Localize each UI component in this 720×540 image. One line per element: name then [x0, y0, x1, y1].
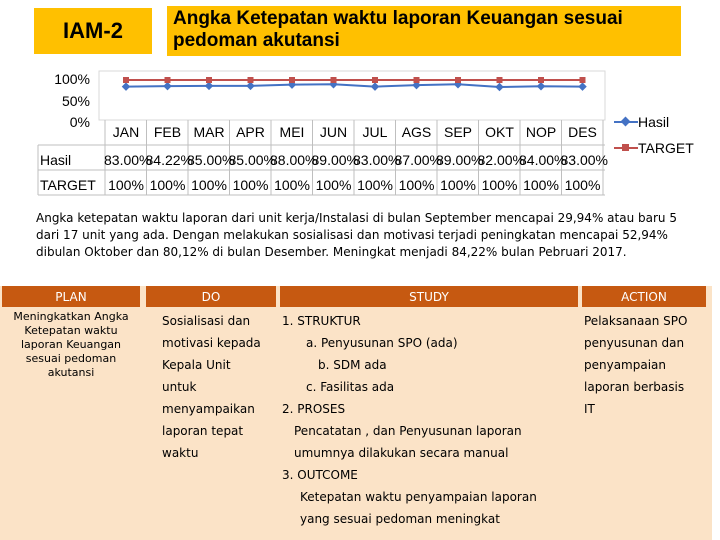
data-label-target: 100%: [108, 177, 144, 193]
pdca-line: waktu: [162, 446, 199, 460]
data-label-target: 100%: [232, 177, 269, 193]
data-label-target: 100%: [523, 177, 559, 193]
pdca-line: penyusunan dan: [584, 336, 685, 350]
data-point-target: [331, 77, 337, 83]
x-tick-label: JUL: [362, 124, 388, 140]
pdca-line: motivasi kepada: [162, 336, 261, 350]
data-point-target: [248, 77, 254, 83]
pdca-line: untuk: [162, 380, 197, 394]
summary-paragraph: Angka ketepatan waktu laporan dari unit kerja/Instalasi di bulan September mencapai 29,94% atau baru 5 dari 17 unit yang ada. Dengan melakukan sosialisasi dan motivasi terjadi peningkatan mencapai 52,94% dibulan Oktober dan 80,12% di bulan Desember. Meningkat menjadi 84,22% bulan Pebruari 2017.: [36, 211, 677, 259]
pdca-line: Pencatatan , dan Penyusunan laporan: [294, 424, 522, 438]
data-label-target: 100%: [315, 177, 352, 193]
data-label-hasil: 88.00%: [270, 152, 318, 168]
pdca-line: b. SDM ada: [318, 358, 387, 372]
pdca-line: a. Penyusunan SPO (ada): [306, 336, 458, 350]
legend-target-marker: [622, 144, 629, 151]
x-tick-label: SEP: [443, 124, 472, 140]
x-tick-label: FEB: [153, 124, 182, 140]
pdca-line: 3. OUTCOME: [282, 468, 358, 482]
data-label-hasil: 83.00%: [104, 152, 152, 168]
data-point-hasil: [122, 82, 130, 90]
data-label-hasil: 89.00%: [436, 152, 484, 168]
pdca-line: yang sesuai pedoman meningkat: [300, 512, 500, 526]
data-label-hasil: 83.00%: [353, 152, 401, 168]
series-line-hasil: [126, 84, 583, 87]
data-label-target: 100%: [481, 177, 518, 193]
y-tick-label: 0%: [69, 114, 90, 130]
data-point-hasil: [578, 82, 586, 90]
data-label-hasil: 85.00%: [187, 152, 235, 168]
data-label-hasil: 89.00%: [311, 152, 359, 168]
x-tick-label: JUN: [319, 124, 348, 140]
pdca-header-do: DO: [146, 286, 276, 307]
chart-title: Angka Ketepatan waktu laporan Keuangan sesuai pedoman akutansi: [167, 6, 681, 56]
pdca-line: penyampaian: [584, 358, 667, 372]
data-label-hasil: 85.00%: [228, 152, 276, 168]
data-label-hasil: 84.22%: [145, 152, 193, 168]
legend-target-label: TARGET: [638, 140, 694, 156]
pdca-action-column: [584, 310, 706, 420]
data-point-target: [414, 77, 420, 83]
x-tick-label: MAR: [193, 124, 225, 140]
pdca-line: Ketepatan waktu penyampaian laporan: [300, 490, 537, 504]
table-row-label-hasil: Hasil: [40, 152, 72, 168]
data-point-target: [206, 77, 212, 83]
data-label-hasil: 83.00%: [560, 152, 608, 168]
pdca-line: 2. PROSES: [282, 402, 346, 416]
data-label-target: 100%: [440, 177, 476, 193]
pdca-line: Pelaksanaan SPO: [584, 314, 688, 328]
pdca-line: laporan tepat: [162, 424, 244, 438]
y-tick-label: 50%: [61, 93, 90, 109]
pdca-study-column: [282, 310, 576, 530]
pdca-line: laporan berbasis: [584, 380, 685, 394]
pdca-table: [0, 286, 712, 540]
data-label-target: 100%: [398, 177, 435, 193]
data-point-hasil: [495, 83, 503, 91]
pdca-do-column: [162, 310, 274, 464]
x-tick-label: NOP: [525, 124, 557, 140]
data-label-target: 100%: [149, 177, 186, 193]
legend-hasil-label: Hasil: [638, 114, 670, 130]
data-point-target: [372, 77, 378, 83]
data-point-target: [165, 77, 171, 83]
pdca-line: umumnya dilakukan secara manual: [294, 446, 509, 460]
pdca-line: 1. STRUKTUR: [282, 314, 361, 328]
data-point-target: [538, 77, 544, 83]
data-label-hasil: 82.00%: [477, 152, 525, 168]
data-label-target: 100%: [191, 177, 227, 193]
pdca-line: Sosialisasi dan: [162, 314, 251, 328]
data-point-target: [123, 77, 129, 83]
pdca-line: IT: [584, 402, 595, 416]
data-point-target: [580, 77, 586, 83]
data-label-target: 100%: [564, 177, 601, 193]
data-point-target: [455, 77, 461, 83]
x-tick-label: MEI: [279, 124, 305, 140]
data-point-hasil: [371, 82, 379, 90]
pdca-header-action: ACTION: [582, 286, 706, 307]
data-label-hasil: 87.00%: [394, 152, 442, 168]
pdca-header-plan: PLAN: [2, 286, 140, 307]
table-row-label-target: TARGET: [40, 177, 96, 193]
pdca-line: c. Fasilitas ada: [306, 380, 395, 394]
line-chart: [0, 0, 720, 200]
plot-area: [99, 71, 605, 120]
legend-hasil-marker: [621, 117, 631, 127]
pdca-plan-text: Meningkatkan Angka Ketepatan waktu laporan Keuangan sesuai pedoman akutansi: [13, 310, 129, 379]
data-point-target: [289, 77, 295, 83]
indicator-badge-label: IAM-2: [63, 18, 123, 43]
x-tick-label: JAN: [112, 124, 140, 140]
pdca-line: menyampaikan: [162, 402, 255, 416]
chart-legend: [612, 110, 712, 170]
x-tick-label: AGS: [401, 124, 432, 140]
pdca-line: Kepala Unit: [162, 358, 231, 372]
x-tick-label: APR: [236, 124, 265, 140]
x-tick-label: DES: [568, 124, 597, 140]
data-label-target: 100%: [357, 177, 393, 193]
data-point-hasil: [163, 82, 171, 90]
pdca-header-study: STUDY: [280, 286, 578, 307]
x-tick-label: OKT: [485, 124, 514, 140]
data-label-hasil: 84.00%: [519, 152, 567, 168]
data-label-target: 100%: [274, 177, 310, 193]
data-point-hasil: [537, 82, 545, 90]
y-tick-label: 100%: [54, 71, 90, 87]
data-point-target: [497, 77, 503, 83]
